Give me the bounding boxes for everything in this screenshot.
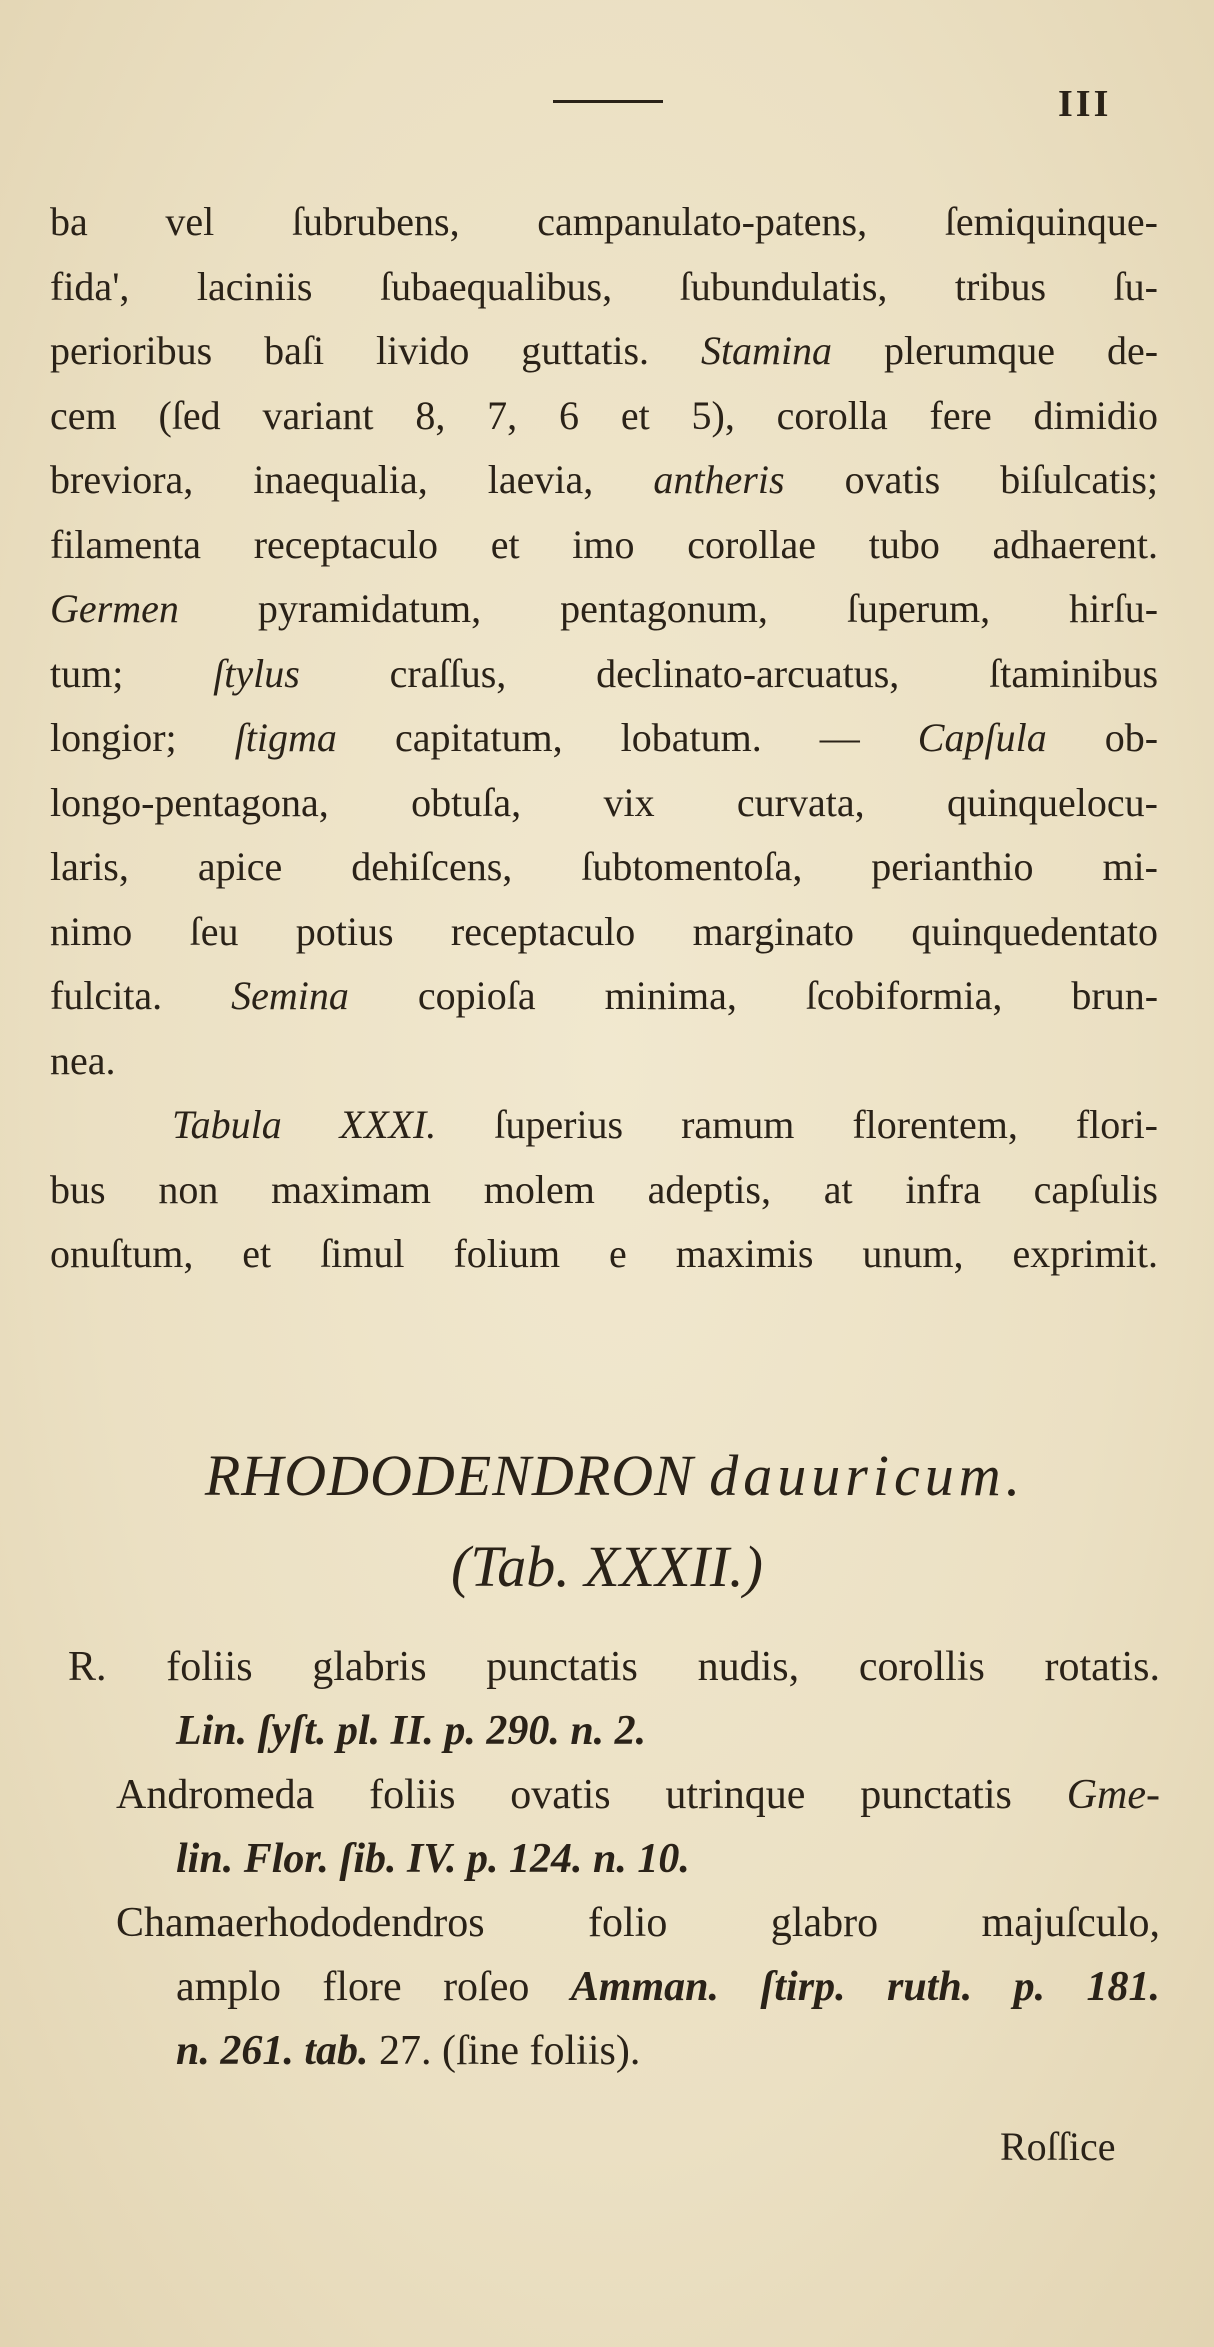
text-line: laris, apice dehiſcens, ſubtomentoſa, perianthio mi- (50, 844, 1158, 889)
synonym-chamaerhododendros-cont: amplo flore roſeo Amman. ſtirp. ruth. p. 181. (176, 1964, 1161, 2010)
synonym-chamaerhododendros: Chamaerhododendros folio glabro majuſculo, (116, 1900, 1160, 1946)
text-line: filamenta receptaculo et imo corollae tubo adhaerent. (50, 521, 1158, 567)
term-stigma: ſtigma (234, 715, 337, 760)
synonym-andromeda: Andromeda foliis ovatis utrinque punctatis Gme- (116, 1772, 1160, 1818)
text-line: fida', laciniis ſubaequalibus, ſubundulatis, tribus ſu- (50, 263, 1158, 309)
term-stylus: ſtylus (213, 650, 300, 696)
text-line: Tabula XXXI. ſuperius ramum florentem, flori- (172, 1102, 1158, 1147)
reference-amman: n. 261. tab. 27. (ſine foliis). (176, 2028, 641, 2074)
reference-gmelin: lin. Flor. ſib. IV. p. 124. n. 10. (176, 1836, 690, 1882)
text-line: bus non maximam molem adeptis, at infra capſulis (50, 1166, 1158, 1212)
text-line: cem (ſed variant 8, 7, 6 et 5), corolla fere dimidio (50, 392, 1158, 438)
text-line: longior; ſtigma capitatum, lobatum. — Capſula ob- (50, 715, 1159, 760)
text-line: tum; ſtylus craſſus, declinato-arcuatus, ſtaminibus (50, 650, 1159, 696)
text-line: onuſtum, et ſimul folium e maximis unum, exprimit. (50, 1231, 1158, 1276)
catch-word: Roſſice (1000, 2124, 1116, 2169)
term-germen: Germen (50, 586, 179, 631)
title-species: dauuricum. (709, 1443, 1026, 1508)
diagnosis: R. foliis glabris punctatis nudis, corollis rotatis. (68, 1644, 1160, 1690)
section-subtitle: (Tab. XXXII.) (451, 1534, 763, 1599)
term-semina: Semina (231, 973, 349, 1018)
reference-linnaeus: Lin. ſyſt. pl. II. p. 290. n. 2. (176, 1708, 647, 1754)
term-stamina: Stamina (700, 328, 833, 373)
description-text (50, 190, 1158, 1287)
text-line: nea. (50, 1037, 116, 1083)
text-line: breviora, inaequalia, laevia, antheris ovatis biſulcatis; (50, 457, 1159, 502)
title-genus: RHODODENDRON (204, 1443, 694, 1508)
text-line: fulcita. Semina copioſa minima, ſcobiformia, brun- (50, 973, 1159, 1018)
page-number: III (1058, 83, 1112, 125)
text-line: nimo ſeu potius receptaculo marginato quinquedentato (50, 908, 1158, 954)
text-line: ba vel ſubrubens, campanulato-patens, ſemiquinque- (50, 199, 1158, 244)
header-rule (553, 100, 663, 103)
text-line: perioribus baſi livido guttatis. Stamina plerumque de- (50, 328, 1159, 373)
text-line: longo-pentagona, obtuſa, vix curvata, quinquelocu- (50, 779, 1158, 825)
synonymy-block (68, 1635, 1160, 2083)
term-capsula: Capſula (917, 715, 1047, 760)
term-antheris: antheris (653, 457, 785, 502)
term-tabula: Tabula XXXI. (172, 1102, 437, 1147)
section-title (70, 1444, 1160, 1508)
text-line: Germen pyramidatum, pentagonum, ſuperum, hirſu- (50, 586, 1159, 631)
